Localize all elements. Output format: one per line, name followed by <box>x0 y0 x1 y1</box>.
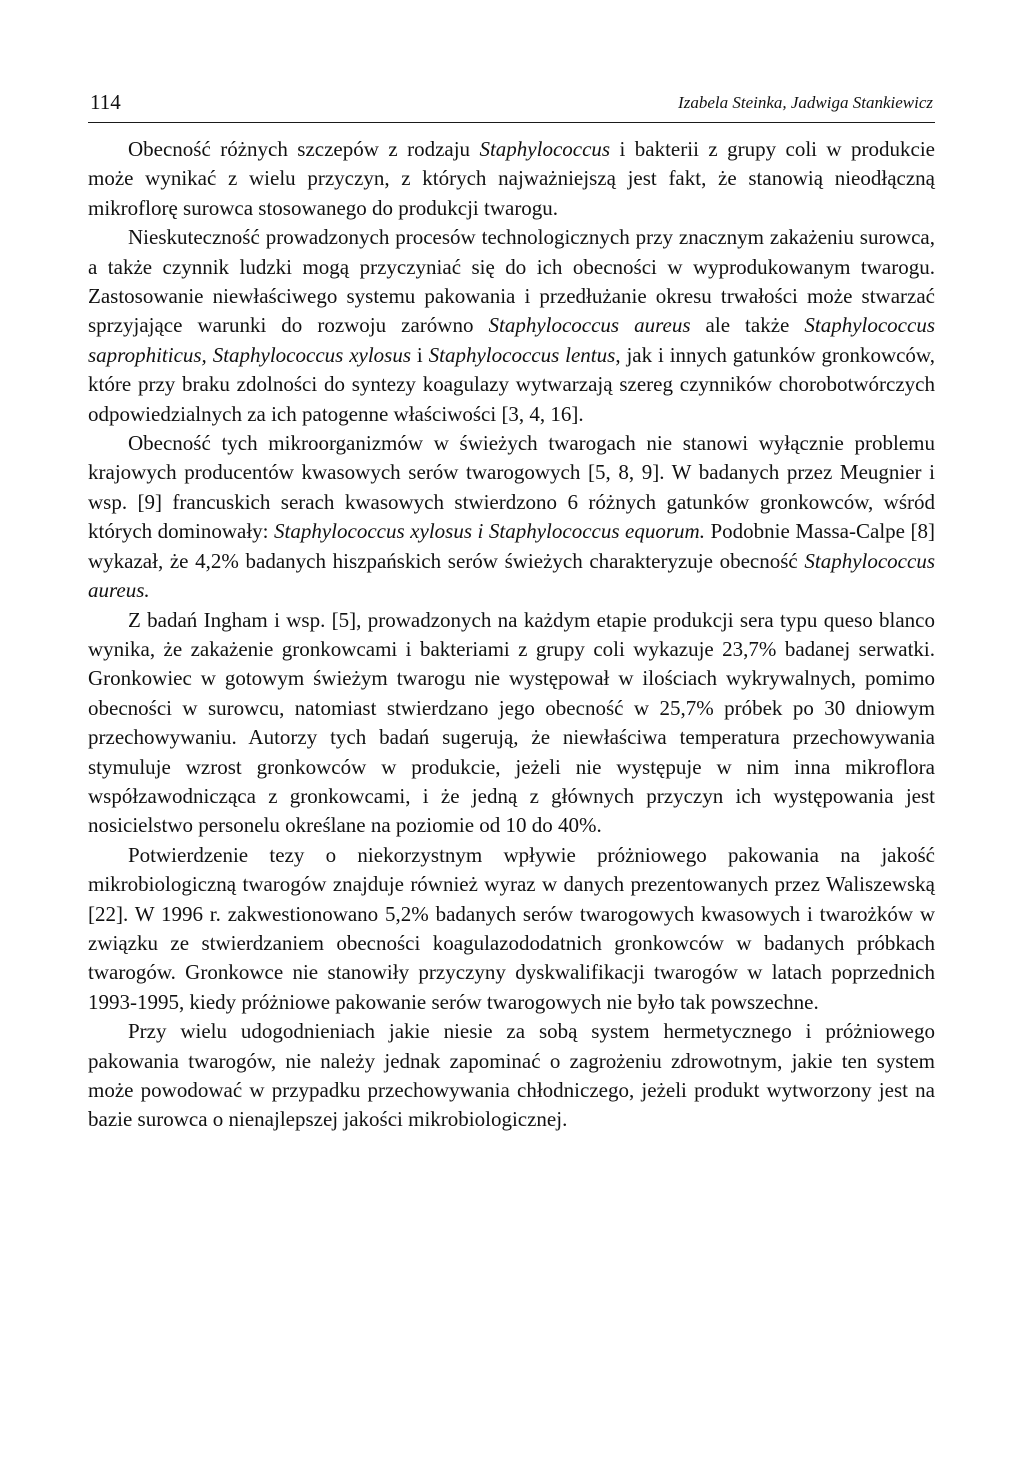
text-run: , jak i innych gatunków gronkowców, które przy braku zdolności do syntezy koagulazy wytwarzają szereg czynników chorobotwórczych odpowiedzialnych za ich patogenne właściwości [3, 4, 16]. <box>88 342 935 426</box>
paragraph <box>88 841 935 1017</box>
italic-text: Staphylococcus aureus <box>488 313 691 338</box>
text-run: Podobnie Massa-Calpe [8] wykazał, że 4,2% badanych hiszpańskich serów świeżych charakteryzuje obecność <box>88 519 935 573</box>
italic-text: Staphylococcus saprophiticus, Staphylococcus xylosus <box>88 313 935 367</box>
italic-text: Staphylococcus xylosus i Staphylococcus equorum. <box>274 519 705 544</box>
text-run: ale także <box>690 313 805 338</box>
paragraph <box>88 223 935 429</box>
paragraph <box>88 429 935 605</box>
journal-page <box>88 88 935 1135</box>
body-text <box>88 135 935 1135</box>
text-run: Przy wielu udogodnieniach jakie niesie za sobą system hermetycznego i próżniowego pakowania twarogów, nie należy jednak zapominać o zagrożeniu zdrowotnym, jakie ten system może powodować w przypadku przechowywania chłodniczego, jeżeli produkt wytworzony jest na bazie surowca o nienajlepszej jakości mikrobiologicznej. <box>88 1019 935 1132</box>
text-run: Obecność tych mikroorganizmów w świeżych twarogach nie stanowi wyłącznie problemu krajowych producentów kwasowych serów twarogowych [5, 8, 9]. W badanych przez Meugnier i wsp. [9] francuskich serach kwasowych stwierdzono 6 różnych gatunków gronkowców, wśród których dominowały: <box>88 431 935 544</box>
text-run: Obecność różnych szczepów z rodzaju <box>128 137 480 161</box>
text-run: Z badań Ingham i wsp. [5], prowadzonych na każdym etapie produkcji sera typu queso blanco wynika, że zakażenie gronkowcami i bakteriami z grupy coli wykazuje 23,7% badanej serwatki. Gronkowiec w gotowym świeżym twarogu nie występował w ilościach wykrywalnych, pomimo obecności w surowcu, natomiast stwierdzano jego obecność w 25,7% próbek po 30 dniowym przechowywaniu. Autorzy tych badań sugerują, że niewłaściwa temperatura przechowywania stymuluje wzrost gronkowców w produkcie, jeżeli nie występuje w nim inna mikroflora współzawodnicząca z gronkowcami, i że jedną z głównych przyczyn ich występowania jest nosicielstwo personelu określane na poziomie od 10 do 40%. <box>88 607 935 838</box>
paragraph <box>88 135 935 223</box>
italic-text: Staphylococcus <box>479 137 611 161</box>
text-run: Potwierdzenie tezy o niekorzystnym wpływie próżniowego pakowania na jakość mikrobiologiczną twarogów znajduje również wyraz w danych prezentowanych przez Waliszewską [22]. W 1996 r. zakwestionowano 5,2% badanych serów twarogowych kwasowych i twarożków w związku ze stwierdzaniem obecności koagulazododatnich gronkowców w badanych próbkach twarogów. Gronkowce nie stanowiły przyczyny dyskwalifikacji twarogów w latach poprzednich 1993-1995, kiedy próżniowe pakowanie serów twarogowych nie było tak powszechne. <box>88 842 935 1014</box>
text-run: i <box>411 342 429 367</box>
italic-text: Staphylococcus lentus <box>428 342 616 367</box>
running-head: Izabela Steinka, Jadwiga Stankiewicz <box>678 93 933 112</box>
paragraph <box>88 606 935 841</box>
text-run: Nieskuteczność prowadzonych procesów technologicznych przy znacznym zakażeniu surowca, a także czynnik ludzki mogą przyczyniać się do ich obecności w wyprodukowanym twarogu. Zastosowanie niewłaściwego systemu pakowania i przedłużanie okresu trwałości może stwarzać sprzyjające warunki do rozwoju zarówno <box>88 225 935 338</box>
text-run: i bakterii z grupy coli w produkcie może wynikać z wielu przyczyn, z których najważniejszą jest fakt, że stanowią nieodłączną mikroflorę surowca stosowanego do produkcji twarogu. <box>88 137 935 220</box>
page-number: 114 <box>90 90 121 114</box>
paragraph <box>88 1017 935 1135</box>
italic-text: Staphylococcus aureus. <box>88 548 935 603</box>
page-header <box>88 88 935 123</box>
